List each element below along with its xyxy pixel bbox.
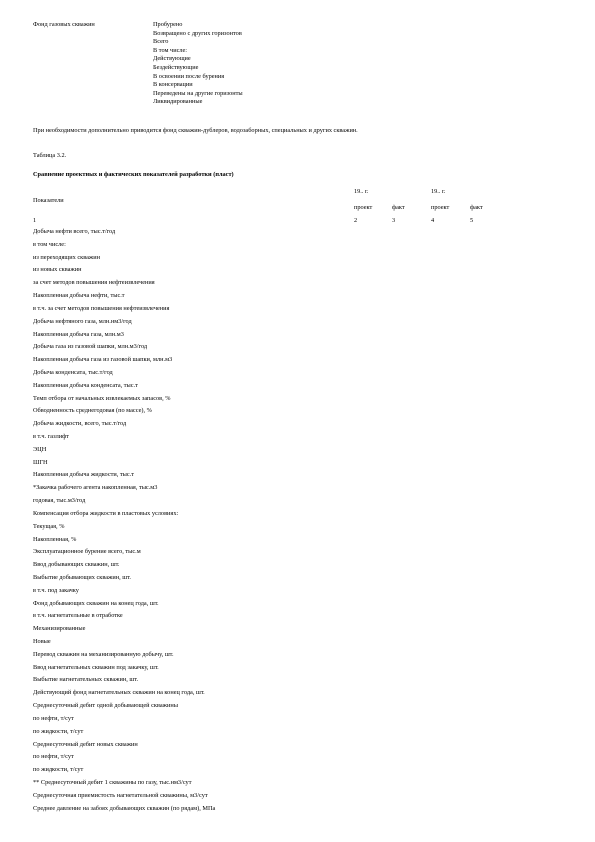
table-row: Эксплуатационное бурение всего, тыс.м: [33, 548, 141, 556]
table-title: Сравнение проектных и фактических показателей разработки (пласт): [33, 171, 234, 178]
header-year-1: 19.. г.: [354, 188, 369, 195]
table-row: из новых скважин: [33, 266, 82, 274]
table-row: Новые: [33, 638, 51, 645]
column-number-2: 2: [354, 217, 358, 224]
gas-wells-list: [153, 22, 243, 108]
table-row: из переходящих скважин: [33, 253, 101, 261]
table-row: по нефти, т/сут: [33, 714, 74, 722]
table-row: Выбытие нагнетательных скважин, шт.: [33, 676, 139, 684]
table-row: *Закачка рабочего агента накопленная, тыс.м3: [33, 484, 158, 492]
table-row: по жидкости, т/сут: [33, 727, 84, 735]
gas-wells-item: В том числе:: [153, 46, 188, 54]
gas-wells-item: Возвращено с других горизонтов: [153, 29, 242, 37]
table-row: Компенсация отбора жидкости в пластовых условиях:: [33, 509, 179, 517]
gas-wells-item: В освоении после бурения: [153, 72, 225, 80]
table-row: Добыча газа из газовой шапки, млн.м3/год: [33, 343, 148, 351]
table-row: Накопленная добыча конденсата, тыс.т: [33, 381, 138, 389]
gas-wells-label: Фонд газовых скважин: [33, 21, 95, 28]
table-row: Среднесуточный дебит одной добывающей скважины: [33, 702, 178, 710]
note-text: При необходимости дополнительно приводится фонд скважин-дублеров, водозаборных, специальных и других скважин.: [33, 127, 358, 134]
gas-wells-item: Переведены на другие горизонты: [153, 89, 243, 97]
table-rows: [33, 229, 215, 818]
table-row: Действующий фонд нагнетательных скважин на конец года, шт.: [33, 689, 205, 697]
table-row: Добыча нефти всего, тыс.т/год: [33, 228, 116, 235]
table-row: Обводненность среднегодовая (по массе), %: [33, 407, 152, 415]
table-row: Добыча жидкости, всего, тыс.т/год: [33, 420, 127, 428]
table-row: ШГН: [33, 458, 48, 466]
gas-wells-item: Действующие: [153, 55, 191, 63]
column-number-3: 3: [392, 217, 396, 224]
table-row: по жидкости, т/сут: [33, 766, 84, 774]
table-row: в т.ч. нагнетательные в отработке: [33, 612, 123, 620]
gas-wells-item: Ликвидированные: [153, 98, 203, 106]
header-params: Показатели: [33, 197, 64, 204]
table-row: Перевод скважин на механизированную добычу, шт.: [33, 650, 174, 658]
table-row: Накопленная добыча нефти, тыс.т: [33, 292, 125, 300]
table-row: в т.ч. под закачку: [33, 586, 79, 594]
table-row: по нефти, т/сут: [33, 753, 74, 761]
table-row: Среднее давление на забоях добывающих скважин (по рядам), МПа: [33, 804, 216, 812]
column-number-5: 5: [470, 217, 474, 224]
table-row: Темп отбора от начальных извлекаемых запасов, %: [33, 394, 171, 402]
table-row: в том числе:: [33, 240, 66, 248]
table-row: Ввод добывающих скважин, шт.: [33, 561, 120, 569]
header-sub-fact-2: факт: [470, 204, 483, 211]
header-sub-fact-1: факт: [392, 204, 405, 211]
column-number-4: 4: [431, 217, 435, 224]
table-row: Накопленная добыча жидкости, тыс.т: [33, 471, 135, 479]
table-row: ЭЦН: [33, 445, 47, 453]
gas-wells-item: В консервации: [153, 81, 193, 89]
table-row: Добыча нефтяного газа, млн.нм3/год: [33, 317, 132, 325]
table-row: Выбытие добывающих скважин, шт.: [33, 573, 131, 581]
table-row: Фонд добывающих скважин на конец года, шт.: [33, 599, 159, 607]
table-row: за счет методов повышения нефтеизвлечения: [33, 279, 155, 287]
table-row: в т.ч. газлифт: [33, 433, 69, 440]
gas-wells-item: Всего: [153, 38, 169, 46]
gas-wells-item: Пробурено: [153, 21, 183, 28]
table-row: Среднесуточная приемистость нагнетательной скважины, м3/сут: [33, 791, 208, 799]
table-row: Среднесуточный дебит новых скважин: [33, 740, 138, 748]
table-row: Накопленная добыча газа из газовой шапки, млн.м3: [33, 356, 173, 364]
table-row: Ввод нагнетательных скважин под закачку, шт.: [33, 663, 159, 671]
table-row: Накопленная добыча газа, млн.м3: [33, 330, 124, 338]
header-sub-project-1: проект: [354, 204, 373, 211]
table-row: Добыча конденсата, тыс.т/год: [33, 368, 113, 376]
column-number-1: 1: [33, 217, 37, 224]
header-year-2: 19.. г.: [431, 188, 446, 195]
table-row: Механизированные: [33, 625, 86, 633]
table-row: в т.ч. за счет методов повышения нефтеизвлечения: [33, 304, 170, 312]
table-label: Таблица 3.2.: [33, 152, 67, 159]
table-row: ** Среднесуточный дебит 1 скважины по газу, тыс.нм3/сут: [33, 778, 192, 786]
table-row: годовая, тыс.м3/год: [33, 497, 86, 505]
table-row: Текущая, %: [33, 522, 65, 530]
header-sub-project-2: проект: [431, 204, 450, 211]
gas-wells-item: Бездействующие: [153, 63, 199, 71]
table-row: Накопленная, %: [33, 535, 77, 543]
